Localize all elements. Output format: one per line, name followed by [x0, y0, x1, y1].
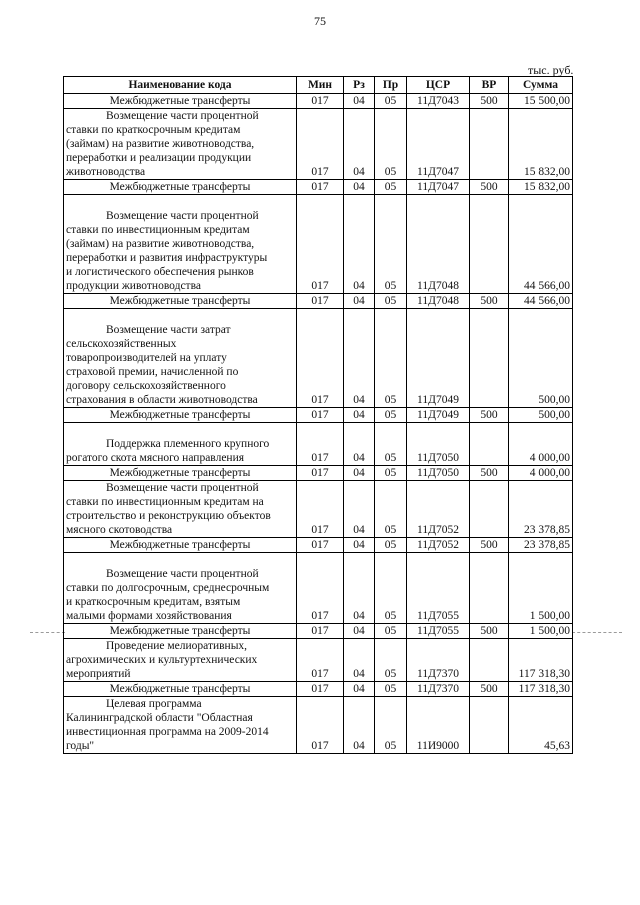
name-line: Целевая программа — [106, 698, 202, 710]
name-line: страхования в области животноводства — [66, 394, 258, 406]
name-line: инвестиционная программа на 2009-2014 — [66, 726, 269, 738]
cell-name — [64, 195, 297, 294]
cell-pr: 05 — [375, 423, 407, 466]
cell-csr: 11Д7370 — [407, 682, 470, 697]
name-line: Возмещение части процентной — [106, 482, 259, 494]
cell-min: 017 — [297, 553, 344, 624]
page-number: 75 — [314, 14, 326, 28]
cell-pr: 05 — [375, 408, 407, 423]
cell-pr: 05 — [375, 697, 407, 754]
name-line: ставки по инвестиционным кредитам на — [66, 496, 264, 508]
name-line: ставки по долгосрочным, среднесрочным — [66, 582, 270, 594]
cell-name — [64, 682, 297, 697]
scan-artifact-line — [30, 632, 65, 633]
name-line: Возмещение части затрат — [106, 324, 231, 336]
table-row-subitem — [64, 466, 573, 481]
cell-min: 017 — [297, 481, 344, 538]
table-row-item — [64, 481, 573, 538]
name-line: малыми формами хозяйствования — [66, 610, 232, 622]
cell-csr: 11Д7370 — [407, 639, 470, 682]
name-line: агрохимических и культуртехнических — [66, 654, 258, 666]
cell-rz: 04 — [344, 180, 375, 195]
name-line: договору сельскохозяйственного — [66, 380, 226, 392]
cell-min: 017 — [297, 94, 344, 109]
cell-vr: 500 — [470, 408, 509, 423]
cell-name — [64, 697, 297, 754]
header-vr: ВР — [470, 77, 509, 94]
name-line: переработки и реализации продукции — [66, 152, 252, 164]
cell-csr: 11Д7050 — [407, 466, 470, 481]
cell-sum: 15 832,00 — [509, 109, 573, 180]
cell-min: 017 — [297, 466, 344, 481]
name-line: годы" — [66, 740, 95, 752]
cell-vr — [470, 553, 509, 624]
cell-name — [64, 423, 297, 466]
cell-csr: 11Д7048 — [407, 195, 470, 294]
table-row-subitem — [64, 294, 573, 309]
name-line: продукции животноводства — [66, 280, 201, 292]
cell-rz: 04 — [344, 94, 375, 109]
cell-vr — [470, 697, 509, 754]
cell-csr: 11Д7047 — [407, 180, 470, 195]
table-row-subitem — [64, 180, 573, 195]
name-line: (займам) на развитие животноводства, — [66, 238, 255, 250]
header-rz: Рз — [344, 77, 375, 94]
table-row-subitem — [64, 682, 573, 697]
cell-sum: 23 378,85 — [509, 481, 573, 538]
table-header-row — [64, 77, 573, 94]
cell-min: 017 — [297, 423, 344, 466]
cell-vr: 500 — [470, 180, 509, 195]
name-line: строительство и реконструкцию объектов — [66, 510, 271, 522]
cell-csr: 11Д7043 — [407, 94, 470, 109]
cell-sum: 500,00 — [509, 309, 573, 408]
cell-rz: 04 — [344, 466, 375, 481]
cell-rz: 04 — [344, 682, 375, 697]
cell-min: 017 — [297, 624, 344, 639]
cell-rz: 04 — [344, 553, 375, 624]
name-line — [66, 195, 294, 209]
cell-pr: 05 — [375, 180, 407, 195]
cell-rz: 04 — [344, 639, 375, 682]
name-line: (займам) на развитие животноводства, — [66, 138, 255, 150]
table-row-item — [64, 697, 573, 754]
name-line: Межбюджетные трансферты — [109, 467, 251, 479]
cell-sum: 44 566,00 — [509, 195, 573, 294]
cell-name — [64, 639, 297, 682]
name-line — [66, 553, 294, 567]
cell-vr: 500 — [470, 538, 509, 553]
table-row-item — [64, 423, 573, 466]
name-line: и краткосрочным кредитам, взятым — [66, 596, 241, 608]
cell-name — [64, 481, 297, 538]
cell-pr: 05 — [375, 195, 407, 294]
name-line — [66, 309, 294, 323]
cell-sum: 23 378,85 — [509, 538, 573, 553]
cell-name — [64, 466, 297, 481]
cell-min: 017 — [297, 697, 344, 754]
cell-pr: 05 — [375, 624, 407, 639]
cell-vr: 500 — [470, 682, 509, 697]
cell-csr: 11Д7049 — [407, 309, 470, 408]
cell-vr: 500 — [470, 294, 509, 309]
cell-sum: 4 000,00 — [509, 423, 573, 466]
cell-name — [64, 294, 297, 309]
cell-pr: 05 — [375, 682, 407, 697]
cell-csr: 11Д7055 — [407, 624, 470, 639]
name-line: рогатого скота мясного направления — [66, 452, 245, 464]
cell-vr — [470, 309, 509, 408]
table-row-item — [64, 195, 573, 294]
cell-name — [64, 180, 297, 195]
name-line: ставки по краткосрочным кредитам — [66, 124, 241, 136]
name-line: Проведение мелиоративных, — [106, 640, 248, 652]
cell-name — [64, 94, 297, 109]
cell-name — [64, 408, 297, 423]
cell-min: 017 — [297, 109, 344, 180]
name-line: Возмещение части процентной — [106, 210, 259, 222]
name-line: Межбюджетные трансферты — [109, 539, 251, 551]
cell-sum: 500,00 — [509, 408, 573, 423]
name-line: Межбюджетные трансферты — [109, 181, 251, 193]
name-line: Возмещение части процентной — [106, 568, 259, 580]
header-csr: ЦСР — [407, 77, 470, 94]
cell-rz: 04 — [344, 697, 375, 754]
cell-name — [64, 538, 297, 553]
cell-csr: 11Д7048 — [407, 294, 470, 309]
name-line: Межбюджетные трансферты — [109, 295, 251, 307]
cell-rz: 04 — [344, 195, 375, 294]
cell-min: 017 — [297, 195, 344, 294]
cell-pr: 05 — [375, 294, 407, 309]
name-line: ставки по инвестиционным кредитам — [66, 224, 250, 236]
name-line: Поддержка племенного крупного — [106, 438, 270, 450]
budget-table — [63, 76, 573, 754]
header-name: Наименование кода — [64, 77, 297, 94]
name-line: животноводства — [66, 166, 146, 178]
cell-rz: 04 — [344, 481, 375, 538]
cell-name — [64, 109, 297, 180]
cell-min: 017 — [297, 538, 344, 553]
name-line: переработки и развития инфраструктуры — [66, 252, 268, 264]
cell-sum: 44 566,00 — [509, 294, 573, 309]
cell-min: 017 — [297, 639, 344, 682]
cell-name — [64, 553, 297, 624]
name-line: и логистического обеспечения рынков — [66, 266, 254, 278]
cell-csr: 11Д7055 — [407, 553, 470, 624]
cell-min: 017 — [297, 408, 344, 423]
name-line: Межбюджетные трансферты — [109, 409, 251, 421]
cell-rz: 04 — [344, 294, 375, 309]
name-line: страховой премии, начисленной по — [66, 366, 239, 378]
name-line: товаропроизводителей на уплату — [66, 352, 227, 364]
table-row-subitem — [64, 408, 573, 423]
name-line: Межбюджетные трансферты — [109, 95, 251, 107]
cell-min: 017 — [297, 294, 344, 309]
cell-rz: 04 — [344, 109, 375, 180]
cell-pr: 05 — [375, 538, 407, 553]
cell-pr: 05 — [375, 639, 407, 682]
cell-sum: 117 318,30 — [509, 639, 573, 682]
table-body — [64, 94, 573, 754]
cell-vr — [470, 195, 509, 294]
name-line: Калининградской области "Областная — [66, 712, 253, 724]
cell-sum: 1 500,00 — [509, 624, 573, 639]
cell-csr: 11Д7052 — [407, 538, 470, 553]
cell-rz: 04 — [344, 538, 375, 553]
cell-sum: 15 832,00 — [509, 180, 573, 195]
cell-pr: 05 — [375, 109, 407, 180]
cell-pr: 05 — [375, 466, 407, 481]
cell-vr — [470, 423, 509, 466]
table-row-item — [64, 309, 573, 408]
cell-min: 017 — [297, 180, 344, 195]
name-line: мясного скотоводства — [66, 524, 173, 536]
cell-csr: 11Д7052 — [407, 481, 470, 538]
units-label: тыс. руб. — [528, 63, 574, 77]
cell-vr — [470, 109, 509, 180]
header-sum: Сумма — [509, 77, 573, 94]
cell-name — [64, 624, 297, 639]
cell-vr — [470, 639, 509, 682]
cell-rz: 04 — [344, 408, 375, 423]
table-row-item — [64, 109, 573, 180]
cell-sum: 15 500,00 — [509, 94, 573, 109]
cell-rz: 04 — [344, 624, 375, 639]
name-line — [66, 423, 294, 437]
cell-min: 017 — [297, 682, 344, 697]
cell-csr: 11И9000 — [407, 697, 470, 754]
cell-min: 017 — [297, 309, 344, 408]
cell-name — [64, 309, 297, 408]
name-line: сельскохозяйственных — [66, 338, 177, 350]
cell-csr: 11Д7050 — [407, 423, 470, 466]
cell-vr — [470, 481, 509, 538]
cell-rz: 04 — [344, 309, 375, 408]
cell-pr: 05 — [375, 309, 407, 408]
cell-sum: 45,63 — [509, 697, 573, 754]
cell-pr: 05 — [375, 553, 407, 624]
header-min: Мин — [297, 77, 344, 94]
cell-sum: 117 318,30 — [509, 682, 573, 697]
scan-artifact-line — [572, 632, 622, 633]
cell-csr: 11Д7049 — [407, 408, 470, 423]
cell-pr: 05 — [375, 481, 407, 538]
cell-csr: 11Д7047 — [407, 109, 470, 180]
cell-sum: 1 500,00 — [509, 553, 573, 624]
table-row-subitem — [64, 624, 573, 639]
table-row-item — [64, 639, 573, 682]
table-row-item — [64, 553, 573, 624]
cell-vr: 500 — [470, 466, 509, 481]
name-line: Межбюджетные трансферты — [109, 683, 251, 695]
table-row-subitem — [64, 94, 573, 109]
cell-vr: 500 — [470, 94, 509, 109]
cell-vr: 500 — [470, 624, 509, 639]
cell-rz: 04 — [344, 423, 375, 466]
name-line: Межбюджетные трансферты — [109, 625, 251, 637]
header-pr: Пр — [375, 77, 407, 94]
cell-pr: 05 — [375, 94, 407, 109]
name-line: мероприятий — [66, 668, 131, 680]
name-line: Возмещение части процентной — [106, 110, 259, 122]
table-row-subitem — [64, 538, 573, 553]
cell-sum: 4 000,00 — [509, 466, 573, 481]
